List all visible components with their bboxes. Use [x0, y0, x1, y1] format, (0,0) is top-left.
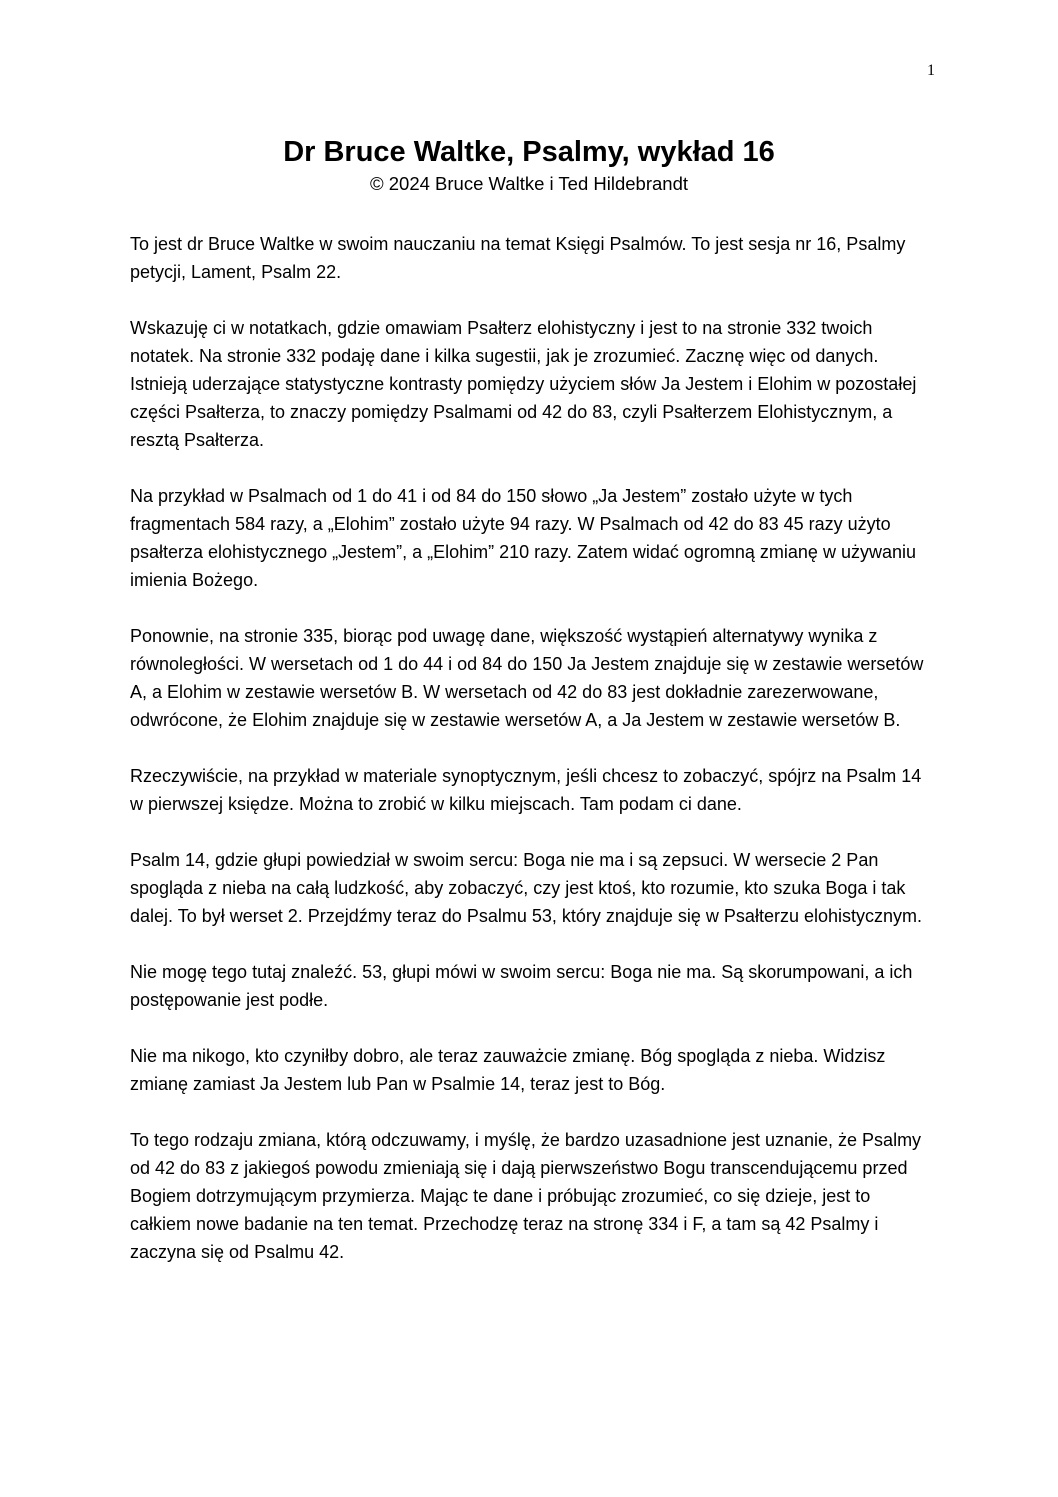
paragraph: Nie mogę tego tutaj znaleźć. 53, głupi mówi w swoim sercu: Boga nie ma. Są skorumpowani, a ich postępowanie jest podłe. — [130, 962, 913, 1010]
paragraph: Wskazuję ci w notatkach, gdzie omawiam Psałterz elohistyczny i jest to na stronie 332 twoich notatek. Na stronie 332 podaję dane i kilka sugestii, jak je zrozumieć. Zacznę więc od danych. Istnieją uderzające statystyczne kontrasty pomiędzy użyciem słów Ja Jestem i Elohim w pozostałej części Psałterza, to znaczy pomiędzy Psalmami od 42 do 83, czyli Psałterzem Elohistycznym, a resztą Psałterza. — [130, 318, 917, 450]
paragraph: Rzeczywiście, na przykład w materiale synoptycznym, jeśli chcesz to zobaczyć, spójrz na Psalm 14 w pierwszej księdze. Można to zrobić w kilku miejscach. Tam podam ci dane. — [130, 766, 922, 814]
paragraph: To jest dr Bruce Waltke w swoim nauczaniu na temat Księgi Psalmów. To jest sesja nr 16, Psalmy petycji, Lament, Psalm 22. — [130, 234, 906, 282]
document-body — [130, 230, 930, 1294]
page-number: 1 — [927, 62, 935, 79]
paragraph: Psalm 14, gdzie głupi powiedział w swoim sercu: Boga nie ma i są zepsuci. W wersecie 2 Pan spogląda z nieba na całą ludzkość, aby zobaczyć, czy jest ktoś, kto rozumie, kto szuka Boga i tak dalej. To był werset 2. Przejdźmy teraz do Psalmu 53, który znajduje się w Psałterzu elohistycznym. — [130, 850, 922, 926]
paragraph: Ponownie, na stronie 335, biorąc pod uwagę dane, większość wystąpień alternatywy wynika z równoległości. W wersetach od 1 do 44 i od 84 do 150 Ja Jestem znajduje się w zestawie wersetów A, a Elohim w zestawie wersetów B. W wersetach od 42 do 83 jest dokładnie zarezerwowane, odwrócone, że Elohim znajduje się w zestawie wersetów A, a Ja Jestem w zestawie wersetów B. — [130, 626, 924, 730]
paragraph: Nie ma nikogo, kto czyniłby dobro, ale teraz zauważcie zmianę. Bóg spogląda z nieba. Widzisz zmianę zamiast Ja Jestem lub Pan w Psalmie 14, teraz jest to Bóg. — [130, 1046, 886, 1094]
document-title: Dr Bruce Waltke, Psalmy, wykład 16 — [283, 136, 775, 168]
copyright-line: © 2024 Bruce Waltke i Ted Hildebrandt — [369, 173, 689, 194]
paragraph: To tego rodzaju zmiana, którą odczuwamy, i myślę, że bardzo uzasadnione jest uznanie, że Psalmy od 42 do 83 z jakiegoś powodu zmieniają się i dają pierwszeństwo Bogu transcendującemu przed Bogiem dotrzymującym przymierza. Mając te dane i próbując zrozumieć, co się dzieje, jest to całkiem nowe badanie na ten temat. Przechodzę teraz na stronę 334 i F, a tam są 42 Psalmy i zaczyna się od Psalmu 42. — [130, 1130, 922, 1262]
title-block — [0, 134, 1058, 198]
paragraph: Na przykład w Psalmach od 1 do 41 i od 84 do 150 słowo „Ja Jestem” zostało użyte w tych fragmentach 584 razy, a „Elohim” zostało użyte 94 razy. W Psalmach od 42 do 83 45 razy użyto psałterza elohistycznego „Jestem”, a „Elohim” 210 razy. Zatem widać ogromną zmianę w używaniu imienia Bożego. — [130, 486, 916, 590]
